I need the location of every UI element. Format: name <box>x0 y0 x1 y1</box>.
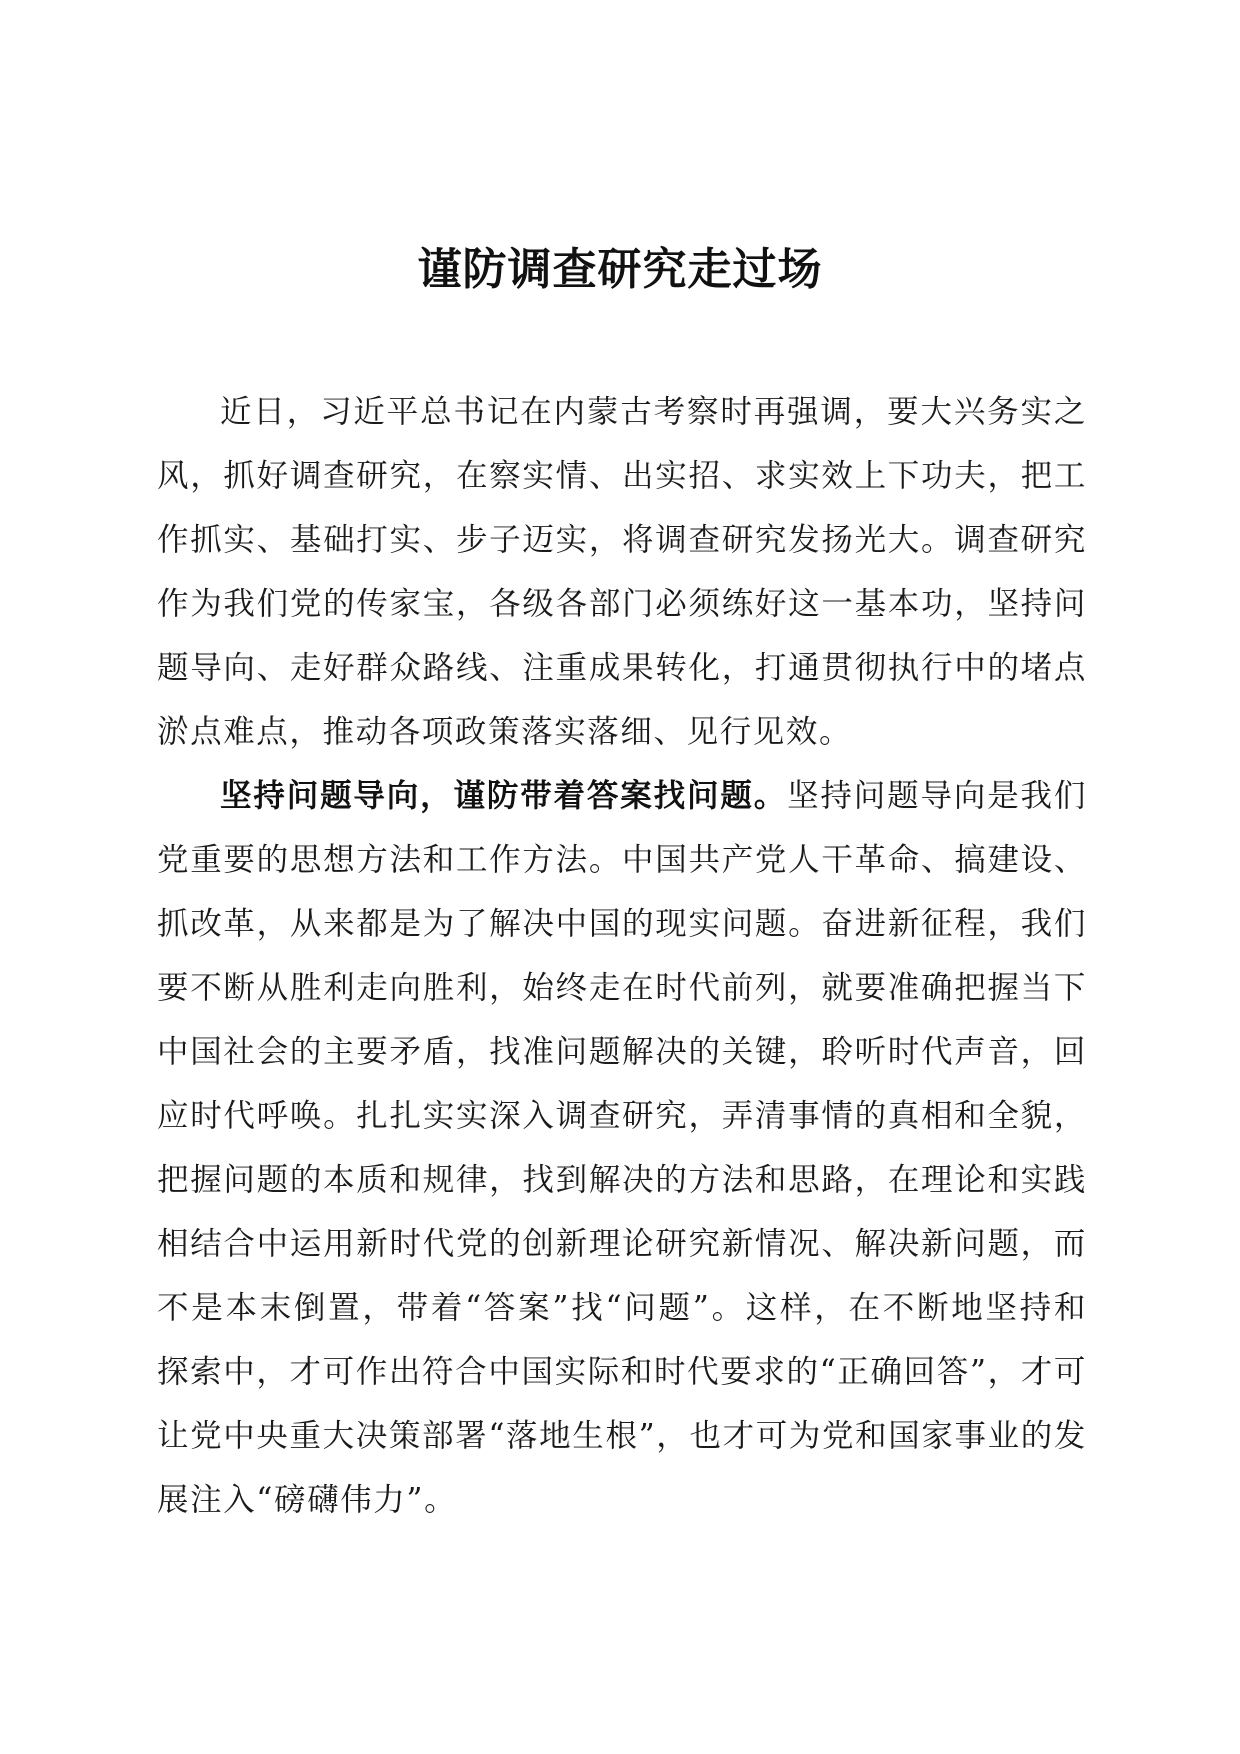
document-title: 谨防调查研究走过场 <box>417 244 823 295</box>
paragraph-problem-orientation-text: 坚持问题导向是我们党重要的思想方法和工作方法。中国共产党人干革命、搞建设、抓改革，从来都是为了解决中国的现实问题。奋进新征程，我们要不断从胜利走向胜利，始终走在时代前列，就要准确把握当下中国社会的主要矛盾，找准问题解决的关键，聆听时代声音，回应时代呼唤。扎扎实实深入调查研究，弄清事情的真相和全貌，把握问题的本质和规律，找到解决的方法和思路，在理论和实践相结合中运用新时代党的创新理论研究新情况、解决新问题，而不是本末倒置，带着“答案”找“问题”。这样，在不断地坚持和探索中，才可作出符合中国实际和时代要求的“正确回答”，才可让党中央重大决策部署“落地生根”，也才可为党和国家事业的发展注入“磅礴伟力”。 <box>157 778 1088 1518</box>
paragraph-problem-orientation <box>157 764 1087 1532</box>
paragraph-lead-heading: 坚持问题导向，谨防带着答案找问题。 <box>220 778 788 814</box>
paragraph-intro <box>157 380 1087 764</box>
document-body <box>157 380 1087 1532</box>
paragraph-intro-text: 近日，习近平总书记在内蒙古考察时再强调，要大兴务实之风，抓好调查研究，在察实情、出实招、求实效上下功夫，把工作抓实、基础打实、步子迈实，将调查研究发扬光大。调查研究作为我们党的传家宝，各级各部门必须练好这一基本功，坚持问题导向、走好群众路线、注重成果转化，打通贯彻执行中的堵点淤点难点，推动各项政策落实落细、见行见效。 <box>157 394 1087 750</box>
